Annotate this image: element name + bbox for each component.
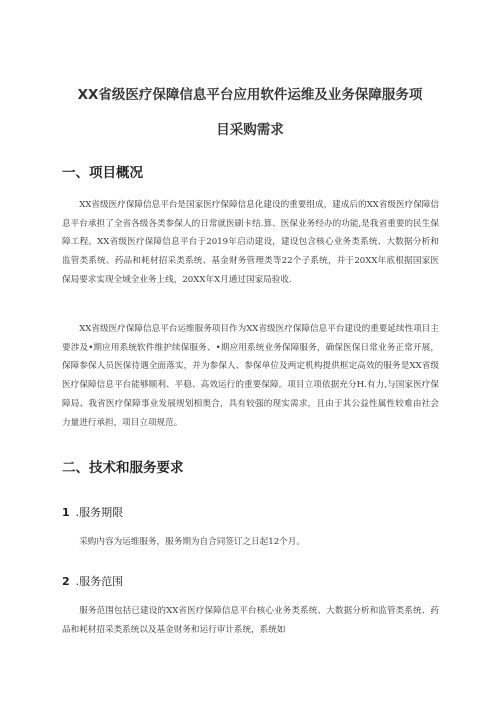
subsection2-heading [62, 576, 123, 587]
subsection1-paragraph: 采购内容为运维服务，服务期为自合同签订之日起12个月。 [79, 537, 305, 547]
section1-heading: 一、项目概况 [62, 165, 143, 181]
subsection1-number: 1 [62, 506, 70, 519]
section1-paragraph1: XX省级医疗保障信息平台是国家医疗保障信息化建设的重要组成，建成后的XX省级医疗保障信息平台承担了全省各级各类参保人的日常就医刷卡结.算、医保业务经办的功能,是我省重要的民生保障工程。XX省级医疗保障信息平台于2019年启动建设，建设包含核心业务类系统、大数据分析和监管类系统、药品和耗材招采类系统、基金财务管理类等22个子系统，并于20XX年底根据国家医保局要求实现全域全业务上线，20XX年X月通过国家局验收. [62, 200, 439, 285]
subsection2-paragraph: 服务范围包括已建设的XX省医疗保障信息平台核心业务类系统、大数据分析和监管类系统、药品和耗材招采类系统以及基金财务和运行审计系统，系统如 [62, 606, 439, 635]
section2-heading: 二、技术和服务要求 [62, 460, 184, 476]
document-title-line2: 目采购需求 [216, 122, 284, 138]
document-title-line1: XX省级医疗保障信息平台应用软件运维及业务保障服务项 [77, 87, 423, 103]
subsection2-title: .服务范围 [75, 575, 124, 588]
subsection2-number: 2 [62, 575, 70, 588]
subsection1-title: .服务期限 [75, 506, 124, 519]
section1-paragraph2: XX省级医疗保障信息平台运维服务项目作为XX省级医疗保障信息平台建设的重要延续性项目主要涉及•期应用系统软件维护续保服务、•期应用系统业务保障服务，确保医保日常业务正常开展，保障参保人员医保待遇全面落实，并为参保人、参保单位及两定机构提供框定高效的服务是XX省级医疗保障信息平台能够顺利、平稳、高效运行的重要保障。项目立项依据充分H.有力,与国家医疗保障局、我省医疗保障事业发展规划相奥合，具有较强的现实需求，且由于其公益性属性较难由社会力量进行承担，项目立项规范。 [62, 324, 439, 428]
subsection1-heading [62, 507, 123, 518]
